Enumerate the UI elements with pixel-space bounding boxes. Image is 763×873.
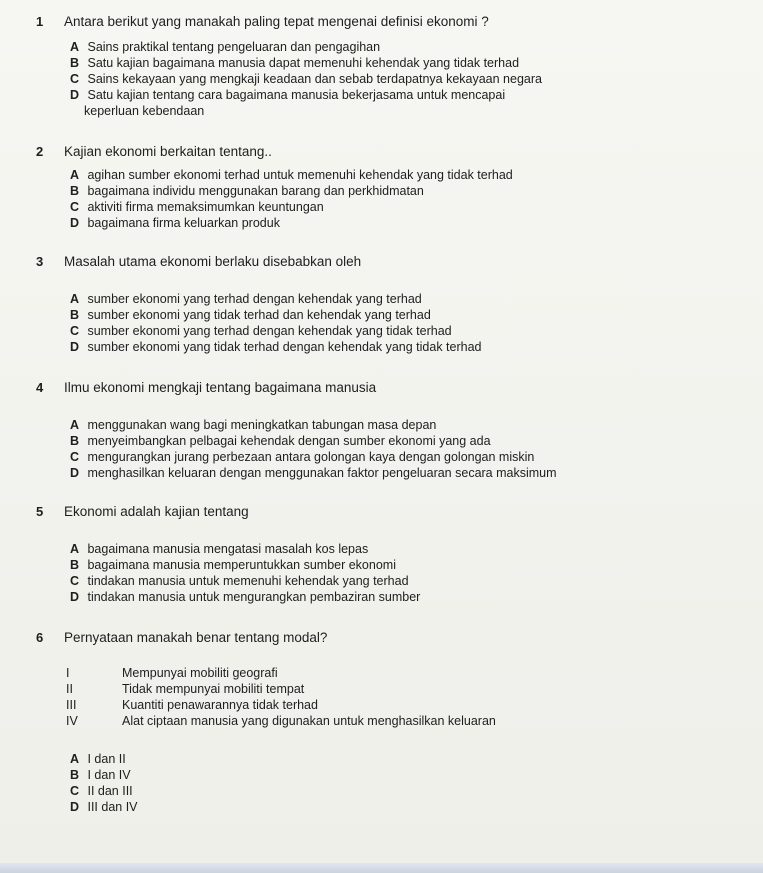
option-letter: B bbox=[70, 434, 80, 448]
option-3d[interactable] bbox=[70, 340, 710, 355]
statement-text: Mempunyai mobiliti geografi bbox=[122, 666, 278, 680]
option-text: bagaimana individu menggunakan barang dan perkhidmatan bbox=[87, 184, 424, 198]
option-4c[interactable] bbox=[70, 450, 710, 465]
option-text: menghasilkan keluaran dengan menggunakan faktor pengeluaran secara maksimum bbox=[87, 466, 557, 480]
option-letter: B bbox=[70, 558, 80, 572]
option-5c[interactable] bbox=[70, 574, 710, 589]
option-3c[interactable] bbox=[70, 324, 710, 339]
option-1c[interactable] bbox=[70, 72, 710, 87]
option-text: sumber ekonomi yang terhad dengan kehendak yang tidak terhad bbox=[87, 324, 452, 338]
option-2d[interactable] bbox=[70, 216, 710, 231]
option-text: tindakan manusia untuk mengurangkan pembaziran sumber bbox=[87, 590, 421, 604]
option-1b[interactable] bbox=[70, 56, 710, 71]
option-letter: B bbox=[70, 768, 80, 782]
statement-ii bbox=[66, 682, 726, 697]
statement-text: Alat ciptaan manusia yang digunakan untuk menghasilkan keluaran bbox=[122, 714, 496, 728]
option-text: sumber ekonomi yang tidak terhad dan kehendak yang terhad bbox=[87, 308, 431, 322]
question-number: 4 bbox=[36, 380, 44, 395]
option-5a[interactable] bbox=[70, 542, 710, 557]
statement-roman: IV bbox=[66, 714, 78, 728]
option-text: sumber ekonomi yang tidak terhad dengan kehendak yang tidak terhad bbox=[87, 340, 482, 354]
statement-text: Kuantiti penawarannya tidak terhad bbox=[122, 698, 318, 712]
option-text: I dan IV bbox=[87, 768, 131, 782]
option-5b[interactable] bbox=[70, 558, 710, 573]
option-1d[interactable] bbox=[70, 88, 710, 103]
option-letter: D bbox=[70, 800, 80, 814]
statement-iii bbox=[66, 698, 726, 713]
question-number: 3 bbox=[36, 254, 44, 269]
option-letter: D bbox=[70, 466, 80, 480]
option-text: Sains praktikal tentang pengeluaran dan pengagihan bbox=[87, 40, 381, 54]
statement-roman: II bbox=[66, 682, 73, 696]
statement-roman: III bbox=[66, 698, 77, 712]
option-6d[interactable] bbox=[70, 800, 710, 815]
option-text: bagaimana manusia memperuntukkan sumber ekonomi bbox=[87, 558, 396, 572]
option-letter: A bbox=[70, 168, 80, 182]
statement-roman: I bbox=[66, 666, 70, 680]
option-text: II dan III bbox=[87, 784, 133, 798]
question-number: 6 bbox=[36, 630, 44, 645]
option-letter: C bbox=[70, 574, 80, 588]
option-text: Sains kekayaan yang mengkaji keadaan dan sebab terdapatnya kekayaan negara bbox=[87, 72, 542, 86]
question-number: 2 bbox=[36, 144, 44, 159]
option-text: I dan II bbox=[87, 752, 126, 766]
option-letter: C bbox=[70, 72, 80, 86]
option-3b[interactable] bbox=[70, 308, 710, 323]
option-5d[interactable] bbox=[70, 590, 710, 605]
statement-text: Tidak mempunyai mobiliti tempat bbox=[122, 682, 305, 696]
option-text: mengurangkan jurang perbezaan antara golongan kaya dengan golongan miskin bbox=[87, 450, 535, 464]
option-letter: A bbox=[70, 40, 80, 54]
question-stem: Pernyataan manakah benar tentang modal? bbox=[64, 630, 328, 645]
option-6b[interactable] bbox=[70, 768, 710, 783]
option-6c[interactable] bbox=[70, 784, 710, 799]
option-letter: C bbox=[70, 324, 80, 338]
question-stem: Masalah utama ekonomi berlaku disebabkan oleh bbox=[64, 254, 362, 269]
option-letter: D bbox=[70, 590, 80, 604]
option-text: bagaimana manusia mengatasi masalah kos lepas bbox=[87, 542, 369, 556]
option-letter: C bbox=[70, 784, 80, 798]
option-text: agihan sumber ekonomi terhad untuk memenuhi kehendak yang tidak terhad bbox=[87, 168, 513, 182]
question-stem: Antara berikut yang manakah paling tepat mengenai definisi ekonomi ? bbox=[64, 14, 489, 29]
statement-i bbox=[66, 666, 726, 681]
option-letter: D bbox=[70, 216, 80, 230]
option-letter: B bbox=[70, 308, 80, 322]
option-2c[interactable] bbox=[70, 200, 710, 215]
option-text: III dan IV bbox=[87, 800, 138, 814]
option-text: bagaimana firma keluarkan produk bbox=[87, 216, 280, 230]
option-text: Satu kajian tentang cara bagaimana manusia bekerjasama untuk mencapai bbox=[87, 88, 506, 102]
option-text: aktiviti firma memaksimumkan keuntungan bbox=[87, 200, 324, 214]
statement-iv bbox=[66, 714, 726, 729]
option-text: menggunakan wang bagi meningkatkan tabungan masa depan bbox=[87, 418, 437, 432]
option-letter: C bbox=[70, 450, 80, 464]
option-letter: C bbox=[70, 200, 80, 214]
option-6a[interactable] bbox=[70, 752, 710, 767]
option-text: sumber ekonomi yang terhad dengan kehendak yang terhad bbox=[87, 292, 422, 306]
question-stem: Ilmu ekonomi mengkaji tentang bagaimana manusia bbox=[64, 380, 377, 395]
option-letter: A bbox=[70, 542, 80, 556]
question-stem: Kajian ekonomi berkaitan tentang.. bbox=[64, 144, 272, 159]
question-number: 1 bbox=[36, 14, 44, 29]
option-2a[interactable] bbox=[70, 168, 710, 183]
question-stem: Ekonomi adalah kajian tentang bbox=[64, 504, 249, 519]
option-letter: B bbox=[70, 184, 80, 198]
option-letter: A bbox=[70, 292, 80, 306]
option-1a[interactable] bbox=[70, 40, 710, 55]
option-1d-continuation: keperluan kebendaan bbox=[84, 104, 205, 118]
option-text: Satu kajian bagaimana manusia dapat memenuhi kehendak yang tidak terhad bbox=[87, 56, 520, 70]
page-bottom-edge bbox=[0, 863, 763, 873]
option-4b[interactable] bbox=[70, 434, 710, 449]
question-number: 5 bbox=[36, 504, 44, 519]
option-letter: D bbox=[70, 340, 80, 354]
option-letter: A bbox=[70, 752, 80, 766]
option-letter: B bbox=[70, 56, 80, 70]
option-4a[interactable] bbox=[70, 418, 710, 433]
option-text: menyeimbangkan pelbagai kehendak dengan sumber ekonomi yang ada bbox=[87, 434, 491, 448]
option-letter: D bbox=[70, 88, 80, 102]
option-2b[interactable] bbox=[70, 184, 710, 199]
option-letter: A bbox=[70, 418, 80, 432]
option-4d[interactable] bbox=[70, 466, 710, 481]
option-3a[interactable] bbox=[70, 292, 710, 307]
option-text: tindakan manusia untuk memenuhi kehendak yang terhad bbox=[87, 574, 409, 588]
